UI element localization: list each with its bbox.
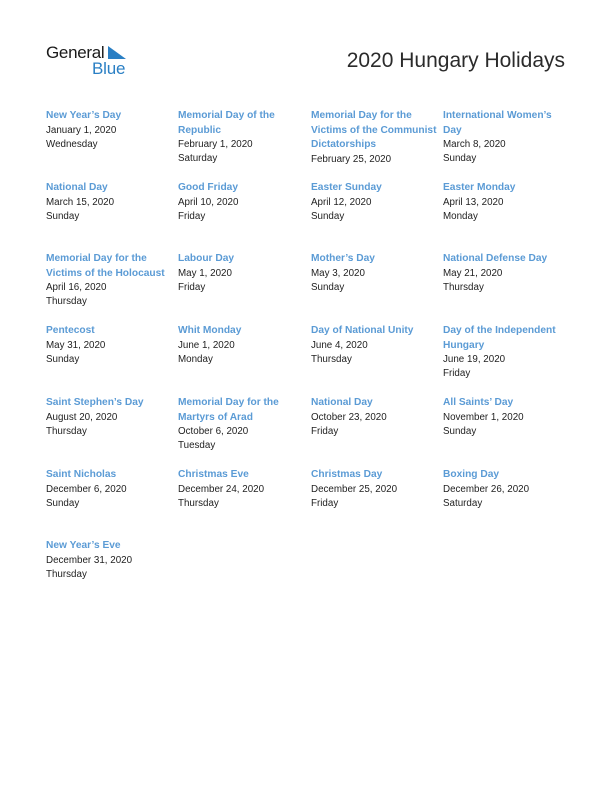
- holiday-entry: [311, 324, 437, 367]
- holiday-weekday: Thursday: [46, 296, 87, 307]
- holiday-entry: [311, 396, 437, 439]
- holiday-entry: [443, 252, 569, 295]
- holiday-weekday: Saturday: [443, 497, 483, 509]
- holiday-name: National Day: [46, 182, 108, 193]
- holiday-date: December 6, 2020: [46, 483, 127, 495]
- holiday-date: April 12, 2020: [311, 196, 372, 208]
- holiday-weekday: Sunday: [46, 210, 80, 222]
- holiday-weekday: Sunday: [311, 210, 345, 222]
- holiday-weekday: Friday: [311, 425, 339, 437]
- holiday-name: Christmas Day: [311, 469, 383, 480]
- holiday-name: Memorial Day for the Martyrs of Arad: [178, 397, 279, 423]
- holiday-entry: [46, 252, 172, 309]
- holiday-entry: [178, 252, 304, 295]
- holiday-date: November 1, 2020: [443, 411, 524, 423]
- holiday-date: December 31, 2020: [46, 554, 133, 566]
- holiday-name: Christmas Eve: [178, 469, 249, 480]
- holiday-weekday: Friday: [178, 210, 206, 222]
- holiday-date: April 10, 2020: [178, 196, 239, 208]
- logo-word-blue: Blue: [92, 59, 126, 78]
- holiday-name: National Defense Day: [443, 253, 548, 264]
- holiday-date: December 25, 2020: [311, 483, 398, 495]
- holiday-entry: [311, 109, 437, 167]
- holiday-weekday: Wednesday: [46, 138, 98, 150]
- holiday-weekday: Sunday: [443, 425, 477, 437]
- holiday-name: Good Friday: [178, 182, 238, 193]
- holiday-name: Pentecost: [46, 325, 95, 336]
- holiday-entry: [46, 396, 172, 439]
- holiday-name: Whit Monday: [178, 325, 242, 336]
- holiday-date: October 6, 2020: [178, 426, 249, 437]
- holiday-date: June 4, 2020: [311, 339, 368, 351]
- holiday-weekday: Tuesday: [178, 440, 216, 451]
- holiday-name: Memorial Day for the Victims of the Holocaust: [46, 253, 165, 279]
- holiday-weekday: Monday: [178, 353, 213, 365]
- holiday-entry: [46, 468, 172, 511]
- holiday-weekday: Sunday: [46, 353, 80, 365]
- holiday-weekday: Saturday: [178, 153, 218, 164]
- holiday-entry: [178, 109, 304, 166]
- page-title: 2020 Hungary Holidays: [346, 49, 565, 72]
- holiday-weekday: Friday: [311, 497, 339, 509]
- holiday-entry: [311, 252, 437, 295]
- holiday-entry: [443, 468, 569, 511]
- holiday-date: August 20, 2020: [46, 411, 118, 423]
- holiday-name: Day of National Unity: [311, 325, 414, 336]
- holiday-weekday: Monday: [443, 210, 478, 222]
- holiday-weekday: Sunday: [311, 281, 345, 293]
- holiday-entry: [443, 181, 569, 224]
- holiday-entry: [178, 468, 304, 511]
- holiday-name: Labour Day: [178, 253, 235, 264]
- holiday-name: National Day: [311, 397, 373, 408]
- logo-word-general: General: [46, 43, 105, 62]
- holiday-weekday: Thursday: [46, 568, 87, 580]
- holiday-name: Easter Monday: [443, 182, 516, 193]
- holiday-name: Mother’s Day: [311, 253, 375, 264]
- holiday-date: June 19, 2020: [443, 354, 506, 365]
- holiday-weekday: Thursday: [443, 281, 484, 293]
- holiday-entry: [46, 181, 172, 224]
- holiday-weekday: Sunday: [443, 153, 477, 164]
- holiday-date: December 26, 2020: [443, 483, 530, 495]
- holiday-name: Day of the Independent Hungary: [443, 325, 556, 351]
- holiday-weekday: Friday: [443, 368, 471, 379]
- holiday-name: Saint Nicholas: [46, 469, 117, 480]
- holiday-date: May 3, 2020: [311, 267, 365, 279]
- holiday-entry: [443, 109, 569, 166]
- holiday-weekday: Thursday: [178, 497, 219, 509]
- holiday-name: International Women’s Day: [443, 110, 552, 136]
- holiday-date: April 13, 2020: [443, 196, 504, 208]
- holiday-date: May 21, 2020: [443, 267, 503, 279]
- holiday-name: New Year’s Eve: [46, 540, 121, 551]
- triangle-flag-icon: [108, 46, 126, 60]
- holiday-weekday: Thursday: [311, 353, 352, 365]
- holiday-entry: [46, 539, 172, 582]
- holiday-date: January 1, 2020: [46, 124, 117, 136]
- holiday-weekday: Thursday: [46, 425, 87, 437]
- holiday-date: June 1, 2020: [178, 339, 235, 351]
- holiday-date: February 1, 2020: [178, 139, 253, 150]
- holiday-weekday: Sunday: [46, 497, 80, 509]
- holiday-name: New Year’s Day: [46, 110, 122, 121]
- holiday-weekday: Friday: [178, 281, 206, 293]
- holiday-entry: [46, 324, 172, 367]
- holiday-entry: [311, 181, 437, 224]
- holiday-entry: [178, 324, 304, 367]
- holiday-date: October 23, 2020: [311, 411, 387, 423]
- holiday-entry: [443, 396, 569, 439]
- holiday-entry: [443, 324, 569, 381]
- holiday-name: Memorial Day of the Republic: [178, 110, 275, 136]
- holiday-date: May 1, 2020: [178, 267, 232, 279]
- holiday-entry: [311, 468, 437, 511]
- holiday-name: Easter Sunday: [311, 182, 382, 193]
- holiday-date: April 16, 2020: [46, 282, 107, 293]
- holiday-name: Boxing Day: [443, 469, 500, 480]
- holiday-date: March 8, 2020: [443, 139, 506, 150]
- holiday-entry: [46, 109, 172, 152]
- holiday-date: March 15, 2020: [46, 196, 115, 208]
- holiday-name: Memorial Day for the Victims of the Communist Dictatorships: [311, 110, 437, 150]
- holiday-name: Saint Stephen’s Day: [46, 397, 144, 408]
- holiday-date: May 31, 2020: [46, 339, 106, 351]
- holiday-entry: [178, 181, 304, 224]
- holiday-date: December 24, 2020: [178, 483, 265, 495]
- general-blue-logo: [46, 43, 136, 79]
- holiday-name: All Saints’ Day: [443, 397, 514, 408]
- holiday-entry: [178, 396, 304, 453]
- holiday-date: February 25, 2020: [311, 153, 392, 165]
